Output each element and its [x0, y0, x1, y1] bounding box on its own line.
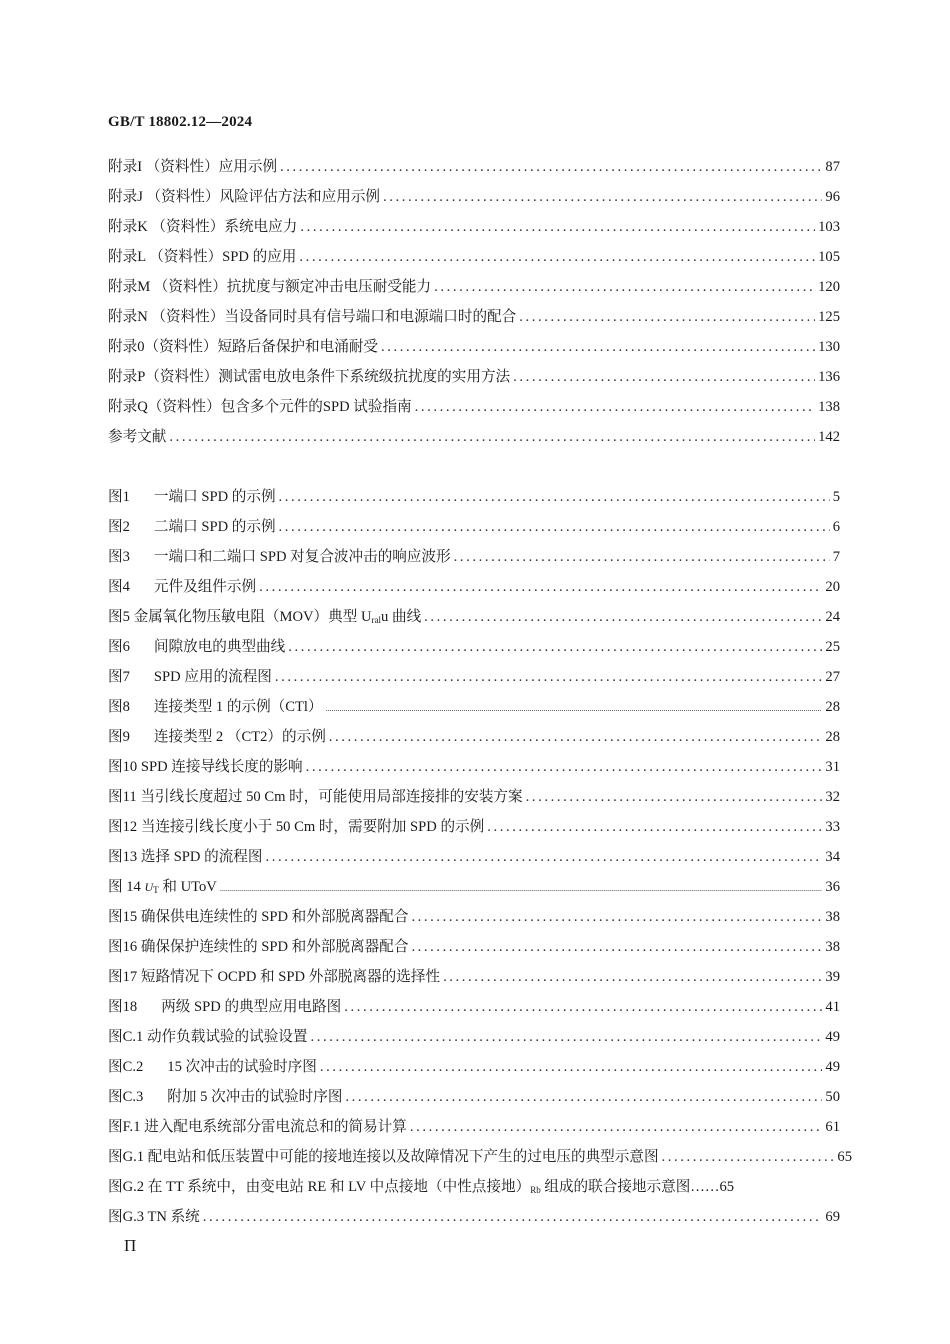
toc-entry-figure-8[interactable] [108, 695, 840, 721]
leader-dots [434, 279, 815, 296]
leader-dots [169, 429, 815, 446]
toc-entry-label: 参考文献 [108, 429, 167, 445]
figure-title: 当引线长度超过 50 Cm 时，可能使用局部连接排的安装方案 [140, 789, 523, 805]
figure-title: 元件及组件示例 [153, 579, 257, 595]
figure-title: 当连接引线长度小于 50 Cm 时，需要附加 SPD 的示例 [140, 819, 485, 835]
leader-dots [266, 849, 823, 866]
figure-number: 图5 [108, 609, 130, 625]
figure-title: 连接类型 2 （CT2）的示例 [153, 729, 326, 745]
figure-title: 一端口 SPD 的示例 [153, 489, 276, 505]
leader-dots [443, 969, 822, 986]
figure-title: 选择 SPD 的流程图 [140, 849, 263, 865]
toc-entry-figure-7[interactable] [108, 665, 840, 691]
figure-title: TN 系统 [147, 1209, 200, 1225]
leader-dots [299, 249, 815, 266]
toc-entry-page: 49 [825, 1059, 840, 1075]
figure-title-text: U [144, 880, 154, 894]
toc-entry-annex-l[interactable] [108, 245, 840, 271]
toc-entry-page: 142 [818, 429, 840, 445]
standard-code: GB/T 18802.12—2024 [108, 114, 253, 130]
figure-title: SPD 连接导线长度的影响 [140, 759, 303, 775]
figure-number: 图C.2 [108, 1059, 144, 1075]
figure-number: 图13 [108, 849, 138, 865]
toc-entry-figure-14[interactable] [108, 875, 840, 901]
toc-entry-page: 20 [825, 579, 840, 595]
toc-entry-annex-k[interactable] [108, 215, 840, 241]
toc-entry-page: 130 [818, 339, 840, 355]
toc-entry-page: 38 [825, 909, 840, 925]
toc-entry-figure-4[interactable] [108, 575, 840, 601]
figure-number: 图C.3 [108, 1089, 144, 1105]
leader-dots [411, 939, 822, 956]
toc-entry-figure-15[interactable] [108, 905, 840, 931]
leader-dots [415, 399, 815, 416]
toc-entry-page: 41 [825, 999, 840, 1015]
figure-number: 图G.3 [108, 1209, 145, 1225]
figure-number: 图2 [108, 519, 130, 535]
toc-entry-annex-p[interactable] [108, 365, 840, 391]
toc-entry-figure-g3[interactable] [108, 1205, 840, 1231]
toc-entry-annex-j[interactable] [108, 185, 840, 211]
toc-entry-figure-c2[interactable] [108, 1055, 840, 1081]
figure-title-text: 金属氧化物压敏电阻（MOV）典型 U [133, 609, 372, 625]
leader-dots [454, 549, 830, 566]
toc-entry-page: 32 [825, 789, 840, 805]
toc-entry-figure-g2[interactable] [108, 1175, 840, 1201]
toc-entry-annex-i[interactable] [108, 155, 840, 181]
toc-entry-figure-3[interactable] [108, 545, 840, 571]
figure-title: 动作负载试验的试验设置 [146, 1029, 308, 1045]
leader-dots [526, 789, 823, 806]
toc-entry-figure-1[interactable] [108, 485, 840, 511]
toc-entry-figure-17[interactable] [108, 965, 840, 991]
toc-entry-annex-m[interactable] [108, 275, 840, 301]
figure-number: 图3 [108, 549, 130, 565]
toc-entry-page: 38 [825, 939, 840, 955]
toc-entry-figure-12[interactable] [108, 815, 840, 841]
leader-dots [259, 579, 822, 596]
toc-entry-figure-18[interactable] [108, 995, 840, 1021]
subscript: T [153, 885, 159, 895]
toc-entry-page: 39 [825, 969, 840, 985]
figure-number: 图C.1 [108, 1029, 144, 1045]
toc-entry-page: 28 [825, 699, 840, 715]
leader-dots [344, 999, 822, 1016]
leader-dots [383, 189, 822, 206]
figure-title: 短路情况下 OCPD 和 SPD 外部脱离器的选择性 [140, 969, 441, 985]
toc-entry-page: 103 [818, 219, 840, 235]
figure-title-text: 组成的联合接地示意图……65 [540, 1179, 735, 1195]
toc-entry-label: 附录M （资料性）抗扰度与额定冲击电压耐受能力 [108, 279, 432, 295]
figure-number: 图1 [108, 489, 130, 505]
leader-dots [279, 519, 830, 536]
figure-number: 图16 [108, 939, 138, 955]
figure-title: 15 次冲击的试验时序图 [167, 1059, 317, 1075]
toc-entry-page: 28 [825, 729, 840, 745]
leader-dots [329, 729, 823, 746]
toc-entry-label: 附录I （资料性）应用示例 [108, 159, 278, 175]
figure-number: 图9 [108, 729, 130, 745]
leader-dots [411, 909, 822, 926]
figure-number: 图8 [108, 699, 130, 715]
toc-entry-label: 附录0（资料性）短路后备保护和电涌耐受 [108, 339, 378, 355]
leader-dots [487, 819, 822, 836]
toc-entry-page: 36 [825, 879, 840, 895]
toc-entry-page: 65 [837, 1149, 852, 1165]
toc-entry-label: 附录N （资料性）当设备同时具有信号端口和电源端口时的配合 [108, 309, 517, 325]
toc-entry-label: 附录L （资料性）SPD 的应用 [108, 249, 297, 265]
figure-title [148, 1179, 734, 1195]
toc-entry-page: 61 [825, 1119, 840, 1135]
leader-dots [424, 609, 822, 626]
figure-title: 确保供电连续性的 SPD 和外部脱离器配合 [140, 909, 409, 925]
figure-number: 图15 [108, 909, 138, 925]
toc-entry-annex-o[interactable] [108, 335, 840, 361]
figure-title: 二端口 SPD 的示例 [153, 519, 276, 535]
figure-number: 图 14 [108, 879, 141, 895]
leader-dots [275, 669, 823, 686]
leader-dots [203, 1209, 823, 1226]
leader-dots [662, 1149, 835, 1166]
figure-title: 配电站和低压装置中可能的接地连接以及故障情况下产生的过电压的典型示意图 [147, 1149, 659, 1165]
figure-title [134, 609, 422, 625]
figure-title: 进入配电系统部分雷电流总和的简易计算 [144, 1119, 407, 1135]
figure-title [145, 879, 217, 895]
toc-entry-figure-g1[interactable] [108, 1145, 852, 1171]
figure-number: 图4 [108, 579, 130, 595]
figure-number: 图G.2 [108, 1179, 145, 1195]
figure-number: 图17 [108, 969, 138, 985]
figure-title-text: 在 TT 系统中，由变电站 RE 和 LV 中点接地（中性点接地） [147, 1179, 531, 1195]
figure-number: 图6 [108, 639, 130, 655]
toc-entry-figure-5[interactable] [108, 605, 840, 631]
figure-title-text: 和 UToV [158, 879, 217, 895]
leader-dots [279, 489, 830, 506]
figure-number: 图11 [108, 789, 137, 805]
toc-entry-page: 96 [825, 189, 840, 205]
leader-dots [320, 1059, 823, 1076]
leader-dots [310, 1029, 822, 1046]
subscript: ral [371, 615, 382, 625]
toc-entry-page: 24 [825, 609, 840, 625]
leader-dots [410, 1119, 823, 1136]
figure-number: 图12 [108, 819, 138, 835]
toc-entry-figure-2[interactable] [108, 515, 840, 541]
leader-dots [519, 309, 815, 326]
toc-entry-figure-f1[interactable] [108, 1115, 840, 1141]
leader-dots [306, 759, 823, 776]
toc-entry-page: 87 [825, 159, 840, 175]
toc-entry-page: 105 [818, 249, 840, 265]
toc-entry-annex-q[interactable] [108, 395, 840, 421]
toc-entry-figure-10[interactable] [108, 755, 840, 781]
toc-entry-label: 附录J （资料性）风险评估方法和应用示例 [108, 189, 381, 205]
subscript: Rb [530, 1185, 541, 1195]
toc-entry-page: 120 [818, 279, 840, 295]
leader-dots [326, 704, 823, 713]
toc-entry-page: 7 [832, 549, 840, 565]
leader-dots [513, 369, 815, 386]
figure-number: 图10 [108, 759, 138, 775]
toc-entry-page: 31 [825, 759, 840, 775]
leader-dots [300, 219, 815, 236]
figure-title-text: u 曲线 [381, 609, 422, 625]
toc-entry-figure-16[interactable] [108, 935, 840, 961]
figure-number: 图G.1 [108, 1149, 145, 1165]
toc-entry-label: 附录Q（资料性）包含多个元件的SPD 试验指南 [108, 399, 412, 415]
figure-title: 间隙放电的典型曲线 [153, 639, 286, 655]
figure-title: SPD 应用的流程图 [153, 669, 272, 685]
toc-entry-label: 附录K （资料性）系统电应力 [108, 219, 298, 235]
toc-entry-page: 33 [825, 819, 840, 835]
toc-entry-page: 27 [825, 669, 840, 685]
figure-title: 连接类型 1 的示例（CTl） [153, 699, 323, 715]
page-number: Π [124, 1236, 137, 1255]
leader-dots [220, 884, 823, 893]
toc-entry-page: 136 [818, 369, 840, 385]
leader-dots [280, 159, 822, 176]
toc-entry-page: 69 [825, 1209, 840, 1225]
figure-title: 一端口和二端口 SPD 对复合波冲击的响应波形 [153, 549, 451, 565]
toc-entry-figure-6[interactable] [108, 635, 840, 661]
figure-number: 图18 [108, 999, 138, 1015]
figure-title: 两级 SPD 的典型应用电路图 [161, 999, 342, 1015]
leader-dots [345, 1089, 822, 1106]
toc-entry-figure-c3[interactable] [108, 1085, 840, 1111]
toc-entry-page: 49 [825, 1029, 840, 1045]
toc-entry-page: 138 [818, 399, 840, 415]
toc-entry-figure-11[interactable] [108, 785, 840, 811]
toc-entry-page: 34 [825, 849, 840, 865]
toc-entry-figure-13[interactable] [108, 845, 840, 871]
leader-dots [288, 639, 822, 656]
figure-number: 图F.1 [108, 1119, 141, 1135]
toc-entry-label: 附录P（资料性）测试雷电放电条件下系统级抗扰度的实用方法 [108, 369, 511, 385]
toc-entry-figure-9[interactable] [108, 725, 840, 751]
figure-number: 图7 [108, 669, 130, 685]
toc-entry-figure-c1[interactable] [108, 1025, 840, 1051]
toc-entry-bibliography[interactable] [108, 425, 840, 451]
toc-entry-annex-n[interactable] [108, 305, 840, 331]
toc-entry-page: 6 [832, 519, 840, 535]
figure-title: 附加 5 次冲击的试验时序图 [167, 1089, 343, 1105]
figure-title: 确保保护连续性的 SPD 和外部脱离器配合 [140, 939, 409, 955]
toc-entry-page: 5 [832, 489, 840, 505]
toc-entry-page: 50 [825, 1089, 840, 1105]
toc-entry-page: 125 [818, 309, 840, 325]
toc-entry-page: 25 [825, 639, 840, 655]
leader-dots [381, 339, 815, 356]
